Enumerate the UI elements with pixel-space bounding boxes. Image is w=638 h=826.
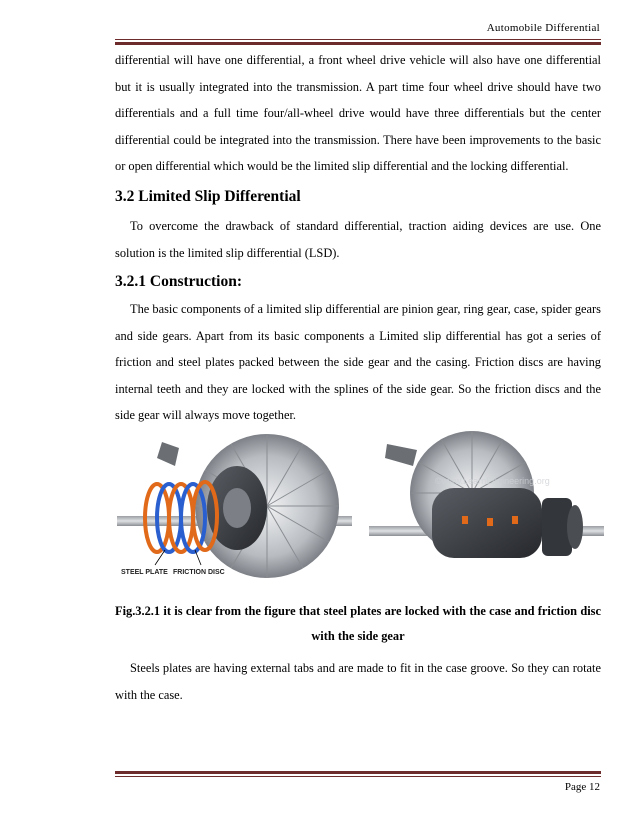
paragraph-construction: The basic components of a limited slip differential are pinion gear, ring gear, case, spider gears and side gears. Apart from its basic components a Limited slip differential has got a series of friction and steel plates packed between the side gear and the casing. Friction discs are having internal teeth and they are locked with the splines of the side gear. So the friction discs and the side gear will always move together. (115, 302, 601, 422)
lsd-right-view (369, 428, 604, 588)
paragraph-intro: differential will have one differential, a front wheel drive vehicle will also have one differential but it is usually integrated into the transmission. A part time four wheel drive should have two differentials and a full time four/all-wheel drive would have three differentials but the center differential could be integrated into the transmission. There have been improvements to the basic or open differential which would be the limited slip differential and the locking differential. (115, 53, 601, 173)
running-header: Automobile Differential (486, 22, 600, 34)
section-heading-3-2-1: 3.2.1 Construction: (115, 273, 243, 290)
caption-line-1: Fig.3.2.1 it is clear from the figure that steel plates are locked with the case and friction disc (115, 604, 601, 618)
label-steel-plate: STEEL PLATE (121, 569, 168, 576)
section-heading-3-2: 3.2 Limited Slip Differential (115, 188, 301, 205)
caption-line-2: with the side gear (311, 629, 405, 643)
paragraph-lsd-intro: To overcome the drawback of standard differential, traction aiding devices are use. One solution is the limited slip differential (LSD). (115, 219, 601, 260)
footer-rule-thick (115, 771, 601, 774)
header-rule-thin (115, 39, 601, 40)
paragraph-steel-plates: Steels plates are having external tabs and are made to fit in the case groove. So they can rotate with the case. (115, 661, 601, 702)
label-friction-disc: FRICTION DISC (173, 569, 225, 576)
watermark: ©www.LearnEngineering.org (435, 476, 550, 486)
lsd-figure (117, 428, 604, 588)
figure-caption (115, 599, 601, 649)
header-rule-thick (115, 42, 601, 45)
page-number: Page 12 (564, 781, 600, 793)
footer-rule-thin (115, 776, 601, 777)
lsd-left-view (117, 428, 352, 588)
